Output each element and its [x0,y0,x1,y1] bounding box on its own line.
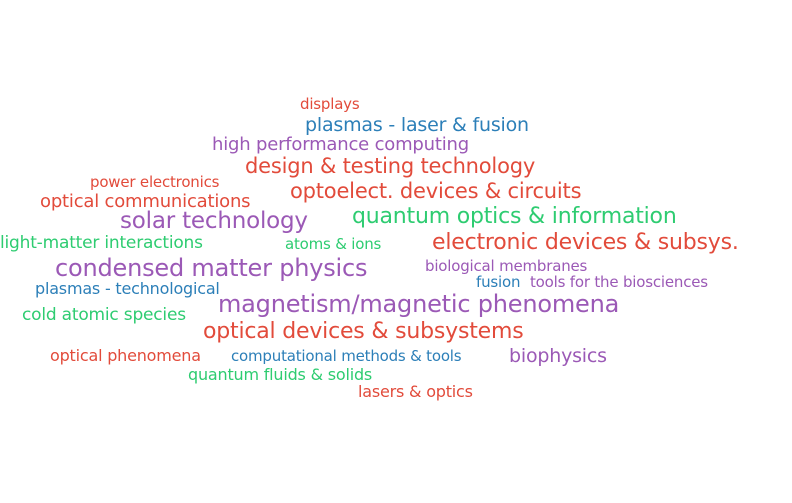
word-optical-devices-subsystems: optical devices & subsystems [203,319,524,344]
word-magnetism-magnetic-phenomena: magnetism/magnetic phenomena [218,290,620,318]
word-biophysics: biophysics [509,345,607,367]
word-quantum-fluids-solids: quantum fluids & solids [188,365,373,384]
word-optical-phenomena: optical phenomena [50,346,201,365]
word-fusion: fusion [476,273,521,291]
word-biological-membranes: biological membranes [425,257,588,275]
word-design-testing-technology: design & testing technology [245,154,536,178]
word-plasmas-technological: plasmas - technological [35,279,220,298]
word-solar-technology: solar technology [120,208,308,234]
word-condensed-matter-physics: condensed matter physics [55,254,368,282]
word-lasers-optics: lasers & optics [358,382,473,401]
word-computational-methods-tools: computational methods & tools [231,347,462,365]
word-high-performance-computing: high performance computing [212,134,469,155]
word-displays: displays [300,95,360,113]
word-atoms-ions: atoms & ions [285,235,382,253]
word-optoelect-devices-circuits: optoelect. devices & circuits [290,179,582,203]
word-cold-atomic-species: cold atomic species [22,305,186,325]
word-power-electronics: power electronics [90,173,220,191]
word-quantum-optics-information: quantum optics & information [352,204,677,229]
word-optical-communications: optical communications [40,191,251,212]
word-light-matter-interactions: light-matter interactions [0,233,203,253]
word-plasmas-laser-fusion: plasmas - laser & fusion [305,114,529,136]
word-tools-for-the-biosciences: tools for the biosciences [530,273,708,291]
word-electronic-devices-subsys: electronic devices & subsys. [432,230,739,255]
